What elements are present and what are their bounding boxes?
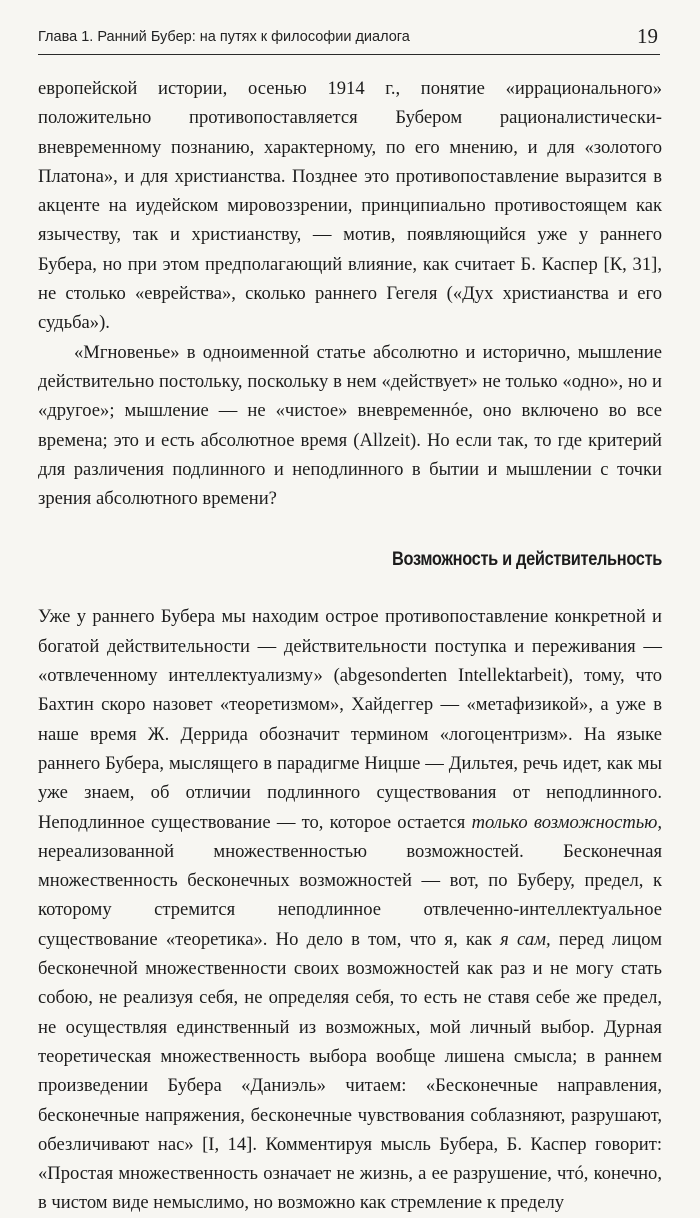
- running-title: Глава 1. Ранний Бубер: на путях к философии диалога: [38, 29, 410, 45]
- paragraph-possibility: [38, 602, 662, 1217]
- emphasis-i-myself: я сам,: [500, 928, 551, 950]
- paragraph-text-part-1: Уже у раннего Бубера мы находим острое противопоставление конкретной и богатой действительности — действительности поступка и переживания — «отвлеченному интеллектуализму» (abgesonderten Intellektarbeit), тому, что Бахтин скоро назовет «теоретизмом», Хайдеггер — «метафизикой», а уже в наше время Ж. Деррида обозначит термином «логоцентризм». На языке раннего Бубера, мыслящего в парадигме Ницше — Дильтея, речь идет, как мы уже знаем, об отличии подлинного существования от неподлинного. Неподлинное существование — то, которое остается: [38, 606, 662, 833]
- page-body: [38, 74, 662, 1218]
- paragraph-text-part-2: нереализованной множественностью возможностей. Бесконечная множественность бесконечных возможностей — вот, по Буберу, предел, к которому стремится неподлинное отвлеченно-интеллектуальное существование «теоретика». Но дело в том, что я, как: [38, 840, 662, 950]
- section-heading: Возможность и действительность: [392, 548, 662, 571]
- emphasis-only-possibility: только возможностью,: [471, 811, 662, 833]
- paragraph-text-part-3: перед лицом бесконечной множественности своих возможностей как раз и не могу стать собою, не реализуя себя, не определяя себя, то есть не ставя себе же предел, не осуществляя единственный из возможных, мой личный выбор. Дурная теоретическая множественность выбора вообще лишена смысла; в раннем произведении Бубера «Даниэль» читаем: «Бесконечные направления, бесконечные напряжения, бесконечные чувствования соблазняют, разрушают, обезличивают нас» [I, 14]. Комментируя мысль Бубера, Б. Каспер говорит: «Простая множественность означает не жизнь, а ее разрушение, чтó, конечно, в чистом виде немыслимо, но возможно как стремление к пределу: [38, 928, 663, 1214]
- running-head: [38, 20, 660, 55]
- paragraph-moment: «Мгновенье» в одноименной статье абсолютно и исторично, мышление действительно постольку, поскольку в нем «действует» не только «одно», но и «другое»; мышление — не «чистое» вневременнóе, оно включено во все времена; это и есть абсолютное время (Allzeit). Но если так, то где критерий для различения подлинного и неподлинного в бытии и мышлении с точки зрения абсолютного времени?: [38, 341, 662, 510]
- paragraph-continued: европейской истории, осенью 1914 г., понятие «иррационального» положительно противопоставляется Бубером рационалистически-вневременному познанию, характерному, по его мнению, и для «золотого Платона», и для христианства. Позднее это противопоставление выразится в акценте на иудейском мировоззрении, принципиально противостоящем как язычеству, так и христианству, — мотив, появляющийся уже у раннего Бубера, но при этом предполагающий влияние, как считает Б. Каспер [К, 31], не столько «еврейства», сколько раннего Гегеля («Дух христианства и его судьба»).: [38, 78, 662, 334]
- page-number: 19: [637, 24, 658, 48]
